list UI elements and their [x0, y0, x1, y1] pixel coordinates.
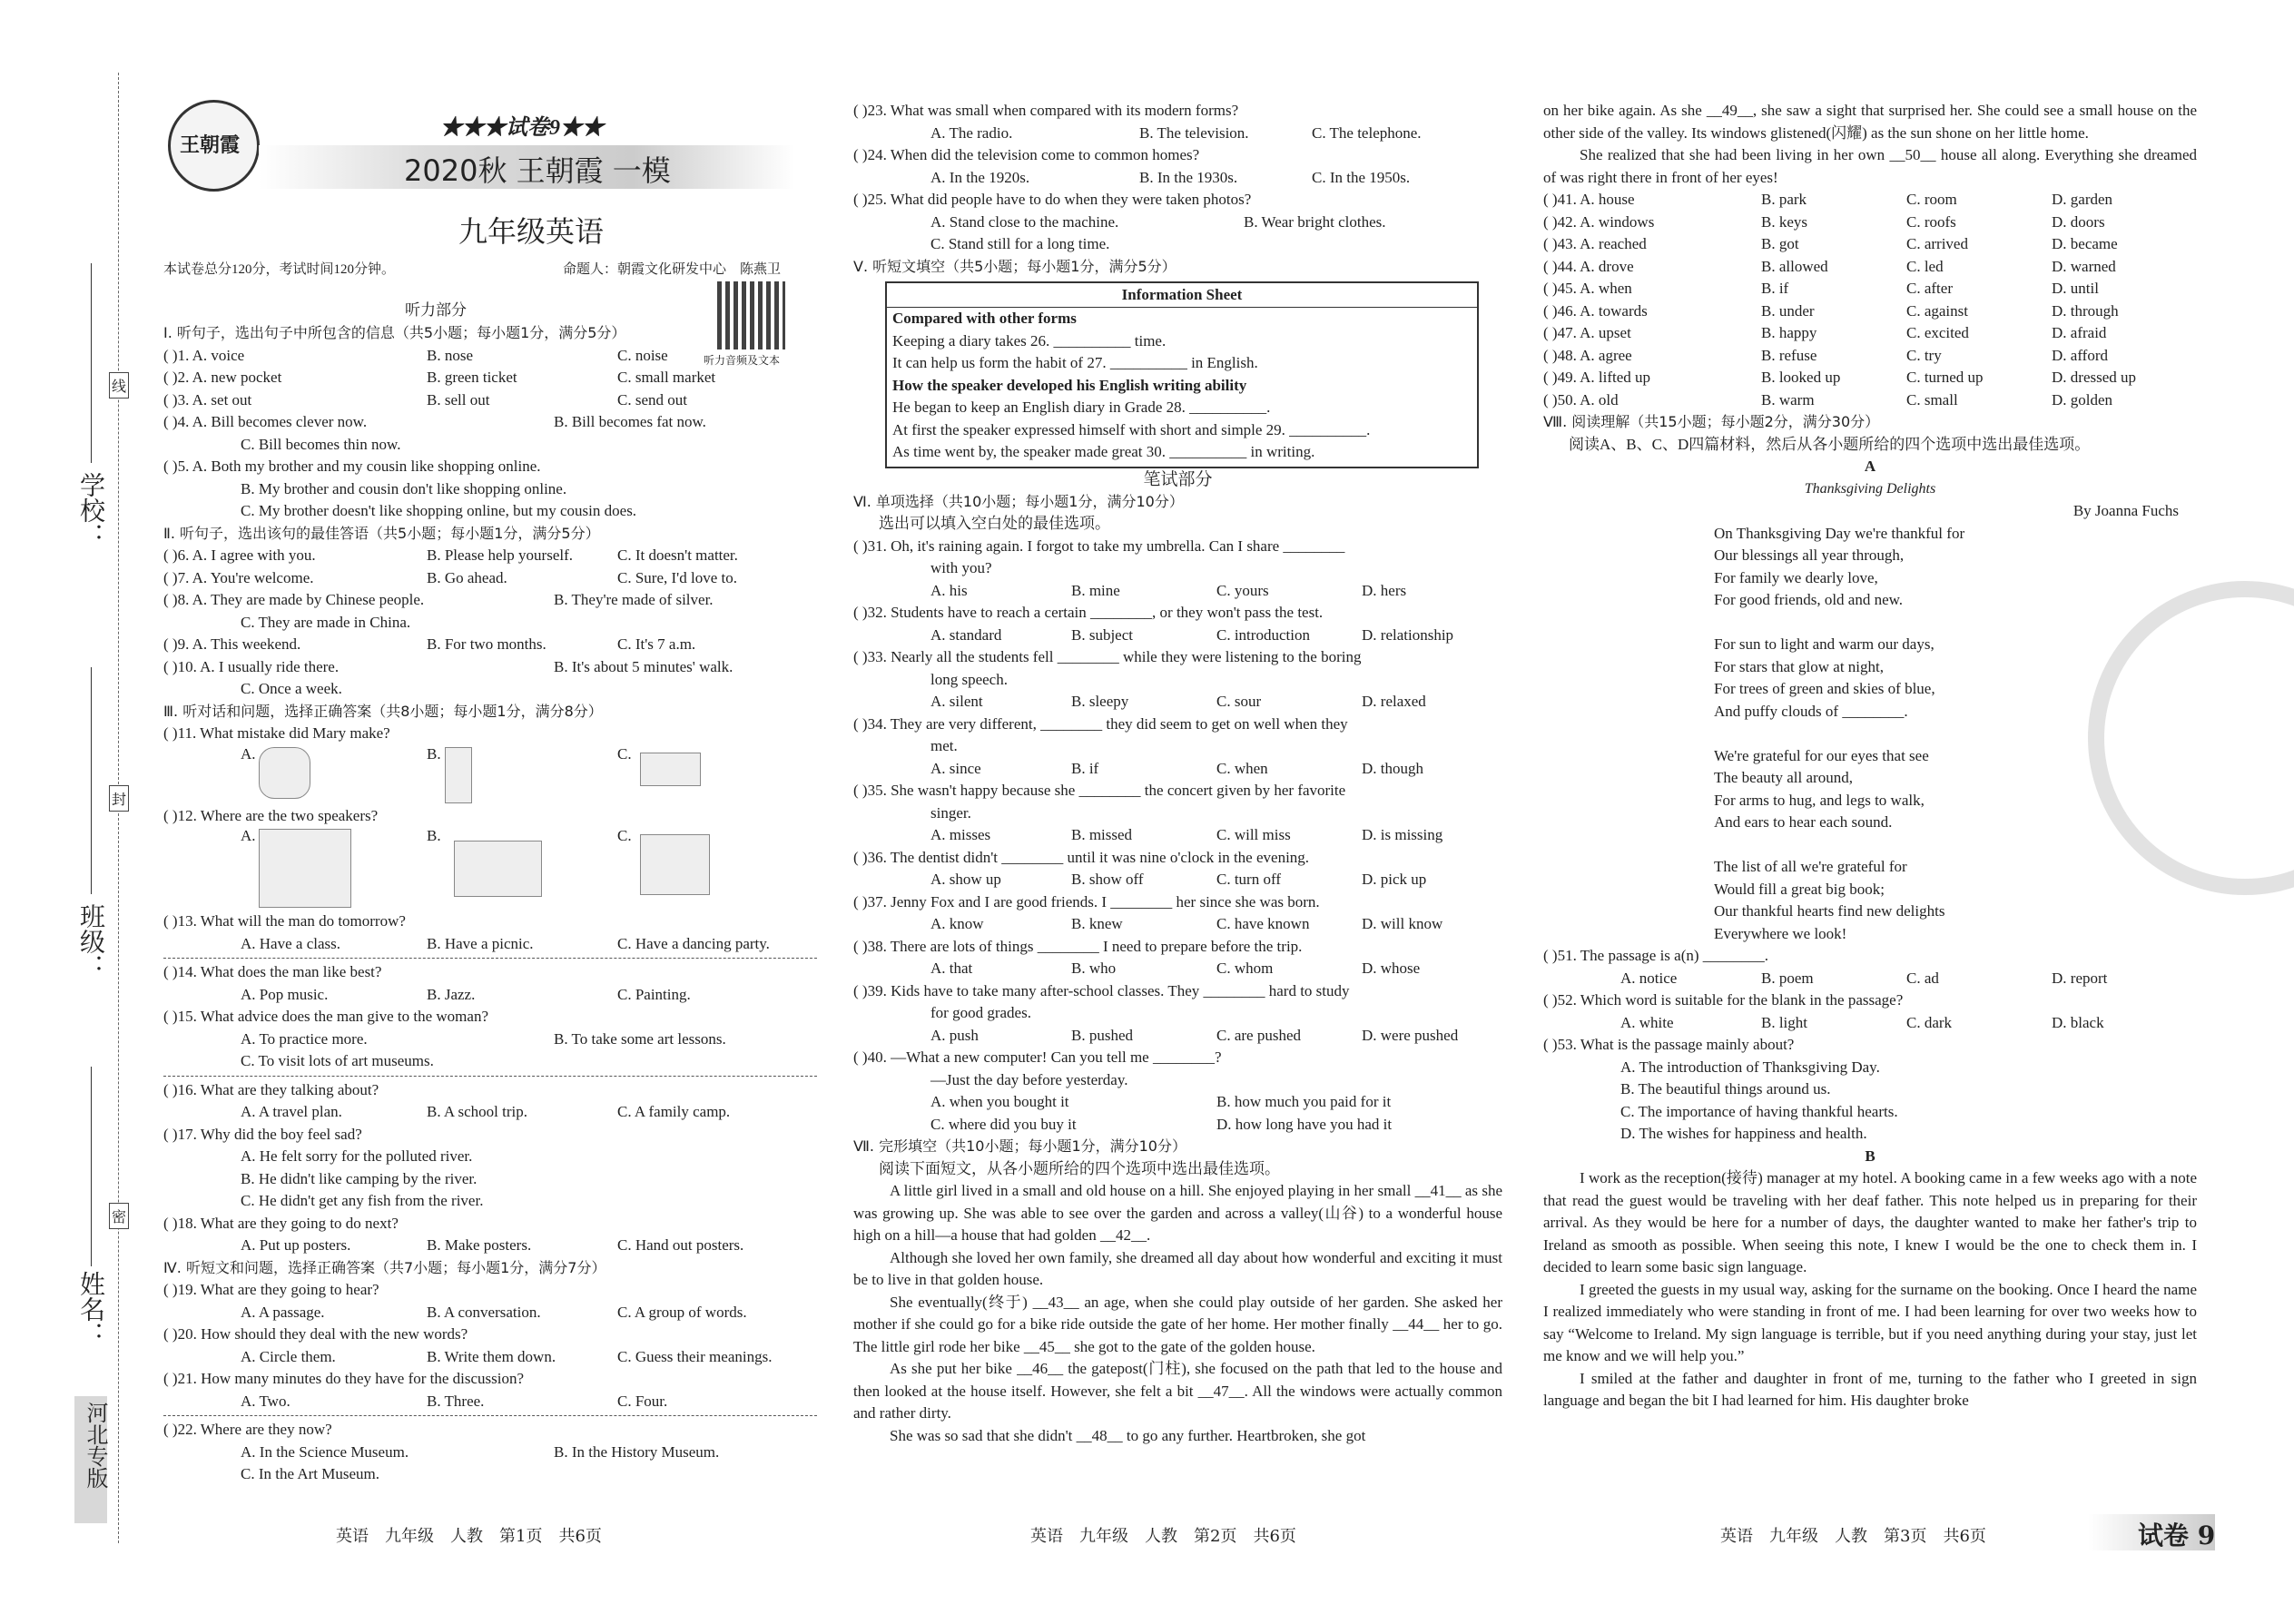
- page-3-content: on her bike again. As she __49__, she saw a sight that surprised her. She could see a small house on the other side of the valley. Its windows glistened(闪耀) as the sun shone on her little home. She realized that she had been living in her own __50__ house all along. Everything she dreamed of was right there in front of her eyes! ( )41. A. house B. park C. room D. garden ( )42. A. windows B. keys C. roofs D. doors ( )43. A. reached B. got C. arrived D. became ( )44. A. drove B. allowed C. led D. warned ( )45. A. when B. if C. after D. until ( )46. A. towards B. under C. against D. through ( )47. A. upset B. happy C. excited D. afraid ( )48. A. agree B. refuse C. try D. afford ( )49. A. lifted up B. looked up C. turned up D. dressed up ( )50. A. old B. warm C. small D. golden Ⅷ. 阅读理解（共15小题；每小题2分，满分30分） 阅读A、B、C、D四篇材料，然后从各小题所给的四个选项中选出最佳选项。 A Thanksgiving Delights By Joanna Fuchs On Thanksgiving Day we're thankful for Our blessings all year through, For family we dearly love, For good friends, old and new. For sun to light and warm our days, For stars that glow at night, For trees of green and skies of blue, And puffy clouds of ________. We're grateful for our eyes that see The beauty all around, For arms to hug, and legs to walk, And ears to hear each sound. The list of all we're grateful for Would fill a great big book; Our thankful hearts find new delights Everywhere we look! ( )51. The passage is a(n) ________. A. notice B. poem C. ad D. report ( )52. Which word is suitable for the blank in the passage? A. white B. light C. dark D. black ( )53. What is the passage mainly about? A. The introduction of Thanksgiving Day. B. The beautiful things around us. C. The importance of having thankful hearts. D. The wishes for happiness and health. B I work as the reception(接待) manager at my hotel. A booking came in a few weeks ago with a note that read the guest would be traveling with her deaf father. This note helped us in preparing for their arrival. As they would be here for a number of days, the daughter wanted to make her father's trip to Ireland as smooth as possible. When seeing this note, I knew I would be the one to check them in. I decided to learn some basic sign language. I greeted the guests in my usual way, asking for the surname on the booking. Once I heard the name I realized immediately who were standing in front of me. I had been learning for over two weeks how to say “Welcome to Ireland. My sign language is terrible, but if you need anything during your stay, just let me know and we will help you.” I smiled at the father and daughter in front of me, turning to the father who I greeted in sign language and began the bit I had learned for him. His daughter broke: [1543, 100, 2197, 1412]
- cloze-paragraph-5: She was so sad that she didn't __48__ to go any further. Heartbroken, she got: [890, 1426, 1366, 1444]
- section-4-heading: Ⅳ. 听短文和问题，选择正确答案（共7小题；每小题1分，满分7分）: [163, 1258, 606, 1276]
- street-picture[interactable]: [640, 834, 710, 895]
- school-label: 学校：: [76, 472, 106, 548]
- question-51[interactable]: ( )51. The passage is a(n) ________.: [1543, 947, 1769, 964]
- info-heading-2: How the speaker developed his English writing ability: [892, 376, 1247, 394]
- question-45[interactable]: ( )45. A. when B. if C. after D. until: [1543, 280, 2099, 297]
- page-footer: 英语 九年级 人教 第3页 共6页: [1720, 1527, 1986, 1546]
- question-50[interactable]: ( )50. A. old B. warm C. small D. golden: [1543, 390, 2113, 408]
- question-41[interactable]: ( )41. A. house B. park C. room D. garden: [1543, 191, 2113, 208]
- writing-heading: 笔试部分: [1143, 469, 1213, 489]
- poem-body: On Thanksgiving Day we're thankful for Our blessings all year through, For family we dearly love, For good friends, old and new. For sun to light and warm our days, For stars that glow at night, For trees of green and skies of blue, And puffy clouds of ________. We're grateful for our eyes that see The beauty all around, For arms to hug, and legs to walk, And ears to hear each sound. The list of all we're grateful for Would fill a great big book; Our thankful hearts find new delights Everywhere we look!: [1714, 524, 1965, 942]
- question-3[interactable]: ( )3. A. set out B. sell out C. send out: [163, 390, 687, 408]
- page-1: [159, 0, 812, 1624]
- question-18[interactable]: ( )18. What are they going to do next?: [163, 1214, 399, 1232]
- question-35[interactable]: ( )35. She wasn't happy because she ________ the concert given by her favorite: [853, 782, 1346, 799]
- question-23[interactable]: ( )23. What was small when compared with its modern forms?: [853, 102, 1239, 119]
- question-33[interactable]: ( )33. Nearly all the students fell ________ while they were listening to the boring: [853, 648, 1362, 665]
- exam-authors: 命题人：朝霞文化研发中心 陈燕卫: [563, 262, 782, 277]
- question-8[interactable]: ( )8. A. They are made by Chinese people. B. They're made of silver.: [163, 591, 714, 608]
- passage-b-paragraph-2: I greeted the guests in my usual way, asking for the surname on the booking. Once I heard the name I realized immediately who were standing in front of me. I had been learning for over two weeks how to say “Welcome to Ireland. My sign language is terrible, but if you need anything during your stay, just let me know and we will help you.”: [1543, 1280, 2197, 1364]
- name-field[interactable]: [91, 1067, 92, 1266]
- page-footer: 英语 九年级 人教 第1页 共6页: [336, 1527, 602, 1546]
- poem-author: By Joanna Fuchs: [2072, 502, 2179, 519]
- listening-heading: 听力部分: [405, 301, 467, 320]
- question-10[interactable]: ( )10. A. I usually ride there. B. It's about 5 minutes' walk.: [163, 657, 733, 675]
- section-2-heading: Ⅱ. 听句子，选出该句的最佳答语（共5小题；每小题1分，满分5分）: [163, 524, 600, 542]
- question-1[interactable]: ( )1. A. voice B. nose C. noise: [163, 346, 668, 364]
- passage-b-paragraph-1: I work as the reception(接待) manager at my hotel. A booking came in a few weeks ago with a note that read the guest would be traveling with her deaf father. This note helped us in preparing for their arrival. As they would be here for a number of days, the daughter wanted to make her father's trip to Ireland as smooth as possible. When seeing this note, I knew I would be the one to check them in. I decided to learn some basic sign language.: [1543, 1169, 2197, 1275]
- cinema-picture[interactable]: [259, 829, 351, 908]
- question-6[interactable]: ( )6. A. I agree with you. B. Please help yourself. C. It doesn't matter.: [163, 546, 738, 564]
- brand-logo: 王朝霞: [168, 100, 260, 192]
- question-15[interactable]: ( )15. What advice does the man give to the woman?: [163, 1008, 488, 1025]
- question-39[interactable]: ( )39. Kids have to take many after-school classes. They ________ hard to study: [853, 981, 1350, 999]
- corner-label: 试卷 9: [2138, 1521, 2216, 1550]
- binding-gutter: [0, 0, 145, 1624]
- info-title: Information Sheet: [887, 283, 1477, 308]
- question-43[interactable]: ( )43. A. reached B. got C. arrived D. became: [1543, 235, 2118, 252]
- class-label: 班级：: [76, 903, 106, 979]
- question-36[interactable]: ( )36. The dentist didn't ________ until it was nine o'clock in the evening.: [853, 848, 1310, 866]
- page-2: [853, 0, 1502, 1624]
- question-7[interactable]: ( )7. A. You're welcome. B. Go ahead. C. Sure, I'd love to.: [163, 568, 737, 586]
- information-sheet: [885, 281, 1479, 468]
- listening-section: Ⅰ. 听句子，选出句子中所包含的信息（共5小题；每小题1分，满分5分） ( )1. A. voice B. nose C. noise ( )2. A. new pocket B. green ticket C. small market ( )3. A. set out B. sell out C. send out ( )4. A. Bill becomes clever now. B. Bill becomes fat now. C. Bill becomes thin now. ( )5. A. Both my brother and my cousin like shopping online. B. My brother and cousin don't like shopping online. C. My brother doesn't like shopping online, but my cousin does. Ⅱ. 听句子，选出该句的最佳答语（共5小题；每小题1分，满分5分） ( )6. A. I agree with you. B. Please help yourself. C. It doesn't matter. ( )7. A. You're welcome. B. Go ahead. C. Sure, I'd love to. ( )8. A. They are made by Chinese people. B. They're made of silver. C. They are made in China. ( )9. A. This weekend. B. For two months. C. It's 7 a.m. ( )10. A. I usually ride there. B. It's about 5 minutes' walk. C. Once a week. Ⅲ. 听对话和问题，选择正确答案（共8小题；每小题1分，满分8分） ( )11. What mistake did Mary make? A. B. C. ( )12. Where are the two speakers? A. B. C. ( )13. What will the man do tomorrow? A. Have a class. B. Have a picnic. C. Have a dancing party. ( )14. What does the man like best? A. Pop music. B. Jazz. C. Painting. ( )15. What advice does the man give to the woman? A. To practice more. B. To take some art lessons. C. To visit lots of art museums. ( )16. What are they talking about? A. A travel plan. B. A school trip. C. A family camp. ( )17. Why did the boy feel sad? A. He felt sorry for the polluted river. B. He didn't like camping by the river. C. He didn't get any fish from the river. ( )18. What are they going to do next? A. Put up posters. B. Make posters. C. Hand out posters. Ⅳ. 听短文和问题，选择正确答案（共7小题；每小题1分，满分7分） ( )19. What are they going to hear? A. A passage. B. A conversation. C. A group of words. ( )20. How should they deal with the new words? A. Circle them. B. Write them down. C. Guess their meanings. ( )21. How many minutes do they have for the discussion? A. Two. B. Three. C. Four. ( )22. Where are they now? A. In the Science Museum. B. In the History Museum. C. In the Art Museum.: [163, 322, 817, 1486]
- question-16[interactable]: ( )16. What are they talking about?: [163, 1080, 379, 1098]
- question-34[interactable]: ( )34. They are very different, ________ they did seem to get on well when they: [853, 714, 1348, 733]
- divider: [163, 1076, 817, 1077]
- divider: [163, 1415, 817, 1416]
- cloze-paragraph-2: Although she loved her own family, she dreamed all day about how wonderful and exciting it must be to live in that golden house.: [853, 1248, 1502, 1288]
- question-4[interactable]: ( )4. A. Bill becomes clever now. B. Bill becomes fat now.: [163, 413, 706, 430]
- divider: [163, 958, 817, 959]
- question-46[interactable]: ( )46. A. towards B. under C. against D. through: [1543, 301, 2119, 320]
- section-8-heading: Ⅷ. 阅读理解（共15小题；每小题2分，满分30分）: [1543, 413, 1880, 430]
- blank-28[interactable]: He began to keep an English diary in Grade 28. __________.: [892, 399, 1271, 416]
- park-picture[interactable]: [454, 841, 542, 897]
- mi-mark: 密: [109, 1203, 129, 1229]
- question-32[interactable]: ( )32. Students have to reach a certain ________, or they won't pass the test.: [853, 604, 1324, 621]
- question-49[interactable]: ( )49. A. lifted up B. looked up C. turned up D. dressed up: [1543, 369, 2137, 386]
- exam-info: 本试卷总分120分，考试时间120分钟。: [163, 262, 396, 277]
- question-24[interactable]: ( )24. When did the television come to common homes?: [853, 146, 1200, 163]
- handshake-picture[interactable]: [640, 753, 701, 786]
- section-7-heading: Ⅶ. 完形填空（共10小题；每小题1分，满分10分）: [853, 1137, 1186, 1155]
- poem-title: Thanksgiving Delights: [1804, 480, 1936, 497]
- cloze-paragraph-7: She realized that she had been living in her own __50__ house all along. Everything she dreamed of was right there in front of her eyes!: [1543, 146, 2197, 186]
- question-12-pictures: A. B. C.: [163, 827, 817, 910]
- question-20[interactable]: ( )20. How should they deal with the new words?: [163, 1325, 468, 1343]
- question-53[interactable]: ( )53. What is the passage mainly about?: [1543, 1036, 1795, 1053]
- cloze-paragraph-1: A little girl lived in a small and old house on a hill. She enjoyed playing in her small __41__ as she was growing up. She was able to see over the garden and across a valley(山谷) to a wonderful house high on a hill—a house that had golden __42__.: [853, 1182, 1502, 1244]
- question-40[interactable]: ( )40. —What a new computer! Can you tell me ________?: [853, 1048, 1222, 1066]
- question-21[interactable]: ( )21. How many minutes do they have for the discussion?: [163, 1370, 525, 1387]
- question-47[interactable]: ( )47. A. upset B. happy C. excited D. afraid: [1543, 324, 2107, 341]
- page-footer: 英语 九年级 人教 第2页 共6页: [1030, 1527, 1296, 1546]
- girls-picture[interactable]: [259, 747, 310, 799]
- question-9[interactable]: ( )9. A. This weekend. B. For two months. C. It's 7 a.m.: [163, 635, 696, 653]
- class-field[interactable]: [91, 667, 92, 894]
- blank-26[interactable]: Keeping a diary takes 26. __________ time.: [892, 331, 1167, 349]
- seal-mark: 封: [109, 785, 129, 812]
- blank-29[interactable]: At first the speaker expressed himself with short and simple 29. __________.: [892, 420, 1371, 438]
- question-2[interactable]: ( )2. A. new pocket B. green ticket C. small market: [163, 369, 716, 386]
- part-a-heading: A: [1864, 458, 1876, 475]
- question-44[interactable]: ( )44. A. drove B. allowed C. led D. warned: [1543, 257, 2116, 275]
- page-3: [1543, 0, 2216, 1624]
- name-label: 姓名：: [76, 1271, 106, 1347]
- section-3-heading: Ⅲ. 听对话和问题，选择正确答案（共8小题；每小题1分，满分8分）: [163, 702, 603, 720]
- section-5-heading: Ⅴ. 听短文填空（共5小题；每小题1分，满分5分）: [853, 257, 1177, 275]
- question-5[interactable]: ( )5. A. Both my brother and my cousin like shopping online.: [163, 458, 541, 475]
- question-37[interactable]: ( )37. Jenny Fox and I are good friends. I ________ her since she was born.: [853, 892, 1320, 910]
- writing-section: 笔试部分 Ⅵ. 单项选择（共10小题；每小题1分，满分10分） 选出可以填入空白处的最佳选项。 ( )31. Oh, it's raining again. I forgot to take my umbrella. Can I share ________ with you? A. his B. mine C. yours D. hers ( )32. Students have to reach a certain ________, or they won't pass the test. A. standard B. subject C. introduction D. relationship ( )33. Nearly all the students fell ________ while they were listening to the boring long speech. A. silent B. sleepy C. sour D. relaxed ( )34. They are very different, ________ they did seem to get on well when they met. A. since B. if C. when D. though ( )35. She wasn't happy because she ________ the concert given by her favorite singer. A. misses B. missed C. will miss D. is missing ( )36. The dentist didn't ________ until it was nine o'clock in the evening. A. show up B. show off C. turn off D. pick up ( )37. Jenny Fox and I are good friends. I ________ her since she was born. A. know B. knew C. have known D. will know ( )38. There are lots of things ________ I need to prepare before the trip. A. that B. who C. whom D. whose ( )39. Kids have to take many after-school classes. They ________ hard to study for good grades. A. push B. pushed C. are pushed D. were pushed ( )40. —What a new computer! Can you tell me ________? —Just the day before yesterday. A. when you bought it B. how much you paid for it C. where did you buy it D. how long have you had it Ⅶ. 完形填空（共10小题；每小题1分，满分10分） 阅读下面短文，从各小题所给的四个选项中选出最佳选项。 A little girl lived in a small and old house on a hill. She enjoyed playing in her small __41__ as she was growing up. She was able to see over the garden and across a valley(山谷) to a wonderful house high on a hill—a house that had golden __42__. Although she loved her own family, she dreamed all day about how wonderful and exciting it must be to live in that golden house. She eventually(终于) __43__ an age, when she could play outside of her garden. She asked her mother if she could go for a bike ride outside the gate of her home. Her mother finally __44__ her to go. The little girl rode her bike __45__ she got to the gate of the golden house. As she put her bike __46__ the gatepost(门柱), she focused on the path that led to the house and then looked at the house itself. However, she felt a bit __47__. All the windows were actually common and rather dirty. She was so sad that she didn't __48__ to go any further. Heartbroken, she got: [853, 468, 1502, 1447]
- blank-27[interactable]: It can help us form the habit of 27. __________ in English.: [892, 354, 1258, 371]
- exam-title: 2020秋 王朝霞 一模: [404, 153, 671, 188]
- question-52[interactable]: ( )52. Which word is suitable for the blank in the passage?: [1543, 991, 1904, 1009]
- question-38[interactable]: ( )38. There are lots of things ________ I need to prepare before the trip.: [853, 937, 1303, 955]
- info-heading-1: Compared with other forms: [892, 310, 1077, 327]
- question-17[interactable]: ( )17. Why did the boy feel sad?: [163, 1125, 362, 1143]
- exam-badge: ★★★试卷9★★: [440, 116, 604, 140]
- girl-picture[interactable]: [445, 747, 472, 803]
- subject-title: 九年级英语: [458, 214, 605, 249]
- question-31[interactable]: ( )31. Oh, it's raining again. I forgot to take my umbrella. Can I share ________: [853, 536, 1345, 555]
- question-42[interactable]: ( )42. A. windows B. keys C. roofs D. doors: [1543, 212, 2105, 231]
- region-tag: 河北专版: [74, 1396, 107, 1523]
- passage-b-paragraph-3: I smiled at the father and daughter in front of me, turning to the father who I greeted in sign language and began the bit I had learned for him. His daughter broke: [1543, 1369, 2197, 1409]
- question-25[interactable]: ( )25. What did people have to do when they were taken photos?: [853, 191, 1252, 208]
- qr-caption: 听力音频及文本: [704, 354, 781, 367]
- question-14[interactable]: ( )14. What does the man like best?: [163, 963, 382, 980]
- question-11-pictures: A. B. C.: [163, 745, 817, 805]
- question-19[interactable]: ( )19. What are they going to hear?: [163, 1281, 379, 1298]
- cloze-paragraph-4: As she put her bike __46__ the gatepost(门柱), she focused on the path that led to the house and then looked at the house itself. However, she felt a bit __47__. All the windows were actually common and rather dirty.: [853, 1360, 1502, 1422]
- line-mark: 线: [109, 372, 129, 399]
- part-b-heading: B: [1865, 1147, 1876, 1165]
- school-field[interactable]: [91, 263, 92, 463]
- question-48[interactable]: ( )48. A. agree B. refuse C. try D. afford: [1543, 346, 2108, 364]
- cloze-paragraph-3: She eventually(终于) __43__ an age, when she could play outside of her garden. She asked her mother if she could go for a bike ride outside the gate of her home. Her mother finally __44__ her to go. The little girl rode her bike __45__ she got to the gate of the golden house.: [853, 1293, 1502, 1355]
- question-22[interactable]: ( )22. Where are they now?: [163, 1421, 332, 1438]
- question-12[interactable]: ( )12. Where are the two speakers?: [163, 806, 379, 824]
- section-6-heading: Ⅵ. 单项选择（共10小题；每小题1分，满分10分）: [853, 492, 1184, 510]
- blank-30[interactable]: As time went by, the speaker made great 30. __________ in writing.: [892, 443, 1315, 460]
- page-2-top: ( )23. What was small when compared with its modern forms? A. The radio. B. The television. C. The telephone. ( )24. When did the television come to common homes? A. In the 1920s. B. In the 1930s. C. In the 1950s. ( )25. What did people have to do when they were taken photos? A. Stand close to the machine. B. Wear bright clothes. C. Stand still for a long time. Ⅴ. 听短文填空（共5小题；每小题1分，满分5分）: [853, 100, 1502, 278]
- section-1-heading: Ⅰ. 听句子，选出句子中所包含的信息（共5小题；每小题1分，满分5分）: [163, 324, 626, 341]
- question-11[interactable]: ( )11. What mistake did Mary make?: [163, 724, 390, 742]
- question-13[interactable]: ( )13. What will the man do tomorrow?: [163, 912, 406, 930]
- cloze-paragraph-6: on her bike again. As she __49__, she saw a sight that surprised her. She could see a small house on the other side of the valley. Its windows glistened(闪耀) as the sun shone on her little home.: [1543, 102, 2197, 142]
